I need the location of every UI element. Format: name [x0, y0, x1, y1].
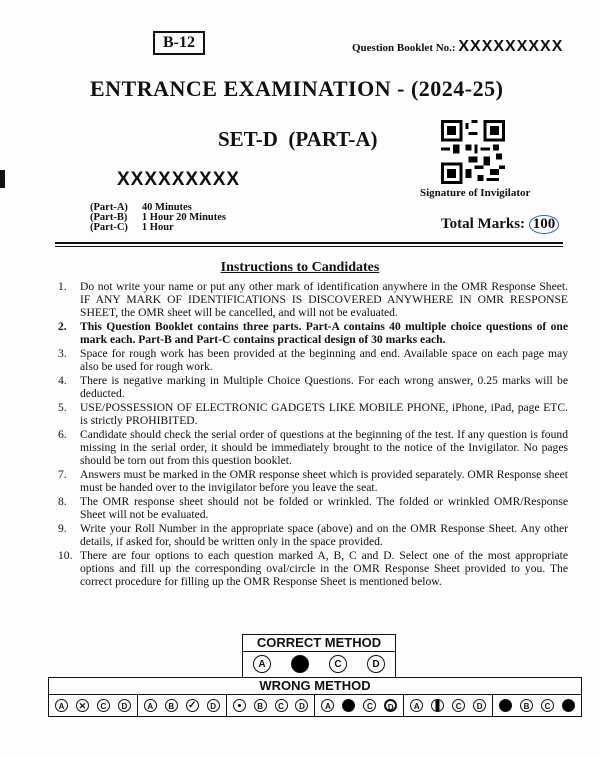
instruction-text: Candidate should check the serial order of questions at the beginning of the test. If any question is found missing in the serial order, it should be immediately brought to the notice of the Invigilator. No pages should be torn out from this question booklet. [80, 428, 568, 467]
correct-method-example [242, 651, 396, 678]
instruction-number: 9. [58, 522, 67, 535]
option-bubble: A [55, 699, 68, 712]
divider [55, 246, 563, 247]
total-marks-value: 100 [529, 215, 560, 234]
instruction-text: Do not write your name or put any other mark of identification anywhere in the OMR Response Sheet. IF ANY MARK OF IDENTIFICATIONS IS DISCOVERED ANYWHERE IN OMR RESPONSE SHEET, the OMR sheet will be cancelled, and will not be evaluated. [80, 280, 568, 319]
option-bubble-filled [499, 699, 512, 712]
divider [55, 242, 563, 244]
instruction-text: There is negative marking in Multiple Choice Questions. For each wrong answer, 0.25 marks will be deducted. [80, 374, 568, 400]
instruction-number: 7. [58, 468, 67, 481]
option-bubble: B [254, 699, 267, 712]
instruction-item [58, 320, 568, 346]
duration-time: 1 Hour 20 Minutes [141, 212, 227, 223]
duration-part: (Part-A) [90, 202, 128, 213]
option-bubble: C [329, 655, 347, 673]
instruction-item [58, 549, 568, 588]
instruction-item [58, 468, 568, 494]
cross-mark-icon [76, 699, 89, 712]
option-bubble: B [520, 699, 533, 712]
duration-time: 40 Minutes [141, 202, 192, 213]
set-code-box: B-12 [153, 31, 205, 55]
wrong-example-cross [49, 694, 138, 716]
correct-method-label: CORRECT METHOD [242, 634, 396, 652]
option-bubble: C [541, 699, 554, 712]
qr-code-icon [441, 120, 505, 184]
option-bubble: D [295, 699, 308, 712]
instruction-item [58, 280, 568, 319]
wrong-example-tick [138, 694, 227, 716]
instructions-heading: Instructions to Candidates [220, 260, 380, 275]
option-bubble: A [144, 699, 157, 712]
option-bubble: C [452, 699, 465, 712]
wrong-example-multiple [315, 694, 404, 716]
wrong-example-overfill [493, 694, 581, 716]
instruction-item [58, 522, 568, 548]
instruction-text: Write your Roll Number in the appropriate space (above) and on the OMR Response Sheet. Any other details, if asked for, should be written only in the space provided. [80, 522, 568, 548]
option-bubble-filled [562, 699, 575, 712]
instruction-number: 10. [58, 549, 73, 562]
wrong-method-label: WRONG METHOD [48, 677, 582, 695]
duration-row [90, 223, 240, 233]
option-bubble-thick: D [384, 699, 397, 712]
option-bubble: A [410, 699, 423, 712]
option-bubble-half [431, 699, 444, 712]
instruction-item [58, 374, 568, 400]
option-bubble: A [253, 655, 271, 673]
booklet-number-value: XXXXXXXXX [458, 38, 564, 55]
set-label: SET-D (PART-A) [218, 127, 378, 151]
instruction-number: 6. [58, 428, 67, 441]
option-bubble: C [363, 699, 376, 712]
exam-title: ENTRANCE EXAMINATION - (2024-25) [90, 76, 504, 101]
wrong-example-partial [404, 694, 493, 716]
booklet-number-label: Question Booklet No.: [352, 42, 456, 54]
option-bubble-filled [291, 655, 309, 673]
invigilator-signature-label: Signature of Invigilator [420, 187, 531, 199]
duration-part: (Part-B) [90, 212, 128, 223]
instruction-item [58, 401, 568, 427]
instruction-number: 4. [58, 374, 67, 387]
instruction-text: Space for rough work has been provided at the beginning and end. Available space on each page may also be used for rough work. [80, 347, 568, 373]
instruction-text: Answers must be marked in the OMR response sheet which is provided separately. OMR Response sheet must be handed over to the invigilator before you leave the seat. [80, 468, 568, 494]
instruction-number: 1. [58, 280, 67, 293]
option-bubble: D [118, 699, 131, 712]
instructions-list [58, 280, 568, 589]
duration-table [90, 203, 240, 233]
instruction-item [58, 347, 568, 373]
instruction-number: 5. [58, 401, 67, 414]
option-bubble: D [367, 655, 385, 673]
instruction-text: This Question Booklet contains three parts. Part-A contains 40 multiple choice questions of one mark each. Part-B and Part-C contains practical design of 30 marks each. [80, 320, 568, 346]
option-bubble: B [165, 699, 178, 712]
subject-code: XXXXXXXXX [117, 169, 241, 190]
instruction-text: The OMR response sheet should not be folded or wrinkled. The folded or wrinkled OMR/Response Sheet will not be evaluated. [80, 495, 568, 521]
booklet-number [352, 38, 563, 56]
duration-time: 1 Hour [141, 222, 174, 233]
instruction-text: There are four options to each question marked A, B, C and D. Select one of the most appropriate options and fill up the corresponding oval/circle in the OMR Response Sheet provided to you. The correct procedure for filling up the OMR Response Sheet is mentioned below. [80, 549, 568, 588]
wrong-example-dot [227, 694, 316, 716]
duration-part: (Part-C) [90, 222, 128, 233]
total-marks-label: Total Marks: [441, 216, 526, 232]
total-marks [441, 215, 559, 234]
option-bubble: D [473, 699, 486, 712]
margin-mark [0, 170, 5, 188]
instruction-number: 8. [58, 495, 67, 508]
instruction-item [58, 428, 568, 467]
instruction-text: USE/POSSESSION OF ELECTRONIC GADGETS LIKE MOBILE PHONE, iPhone, iPad, page ETC. is strictly PROHIBITED. [80, 401, 568, 427]
option-bubble-filled [342, 699, 355, 712]
option-bubble: A [321, 699, 334, 712]
dot-mark-icon [233, 699, 246, 712]
tick-mark-icon [186, 699, 199, 712]
wrong-method-examples [48, 694, 582, 717]
instruction-number: 2. [58, 320, 67, 333]
instruction-number: 3. [58, 347, 67, 360]
option-bubble: D [207, 699, 220, 712]
option-bubble: C [97, 699, 110, 712]
option-bubble: C [275, 699, 288, 712]
instruction-item [58, 495, 568, 521]
